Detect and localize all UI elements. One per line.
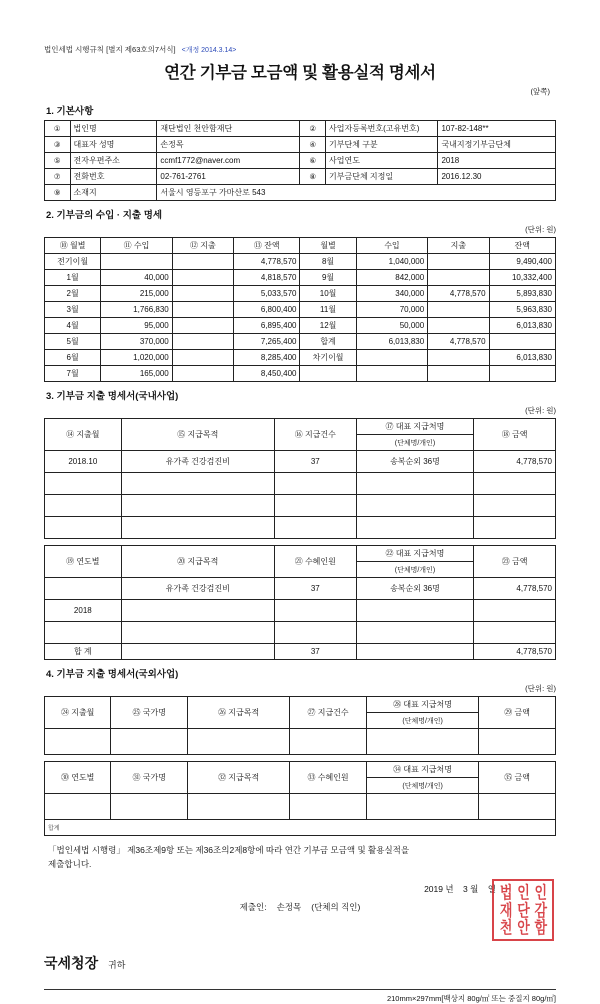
section4-title: 4. 기부금 지출 명세서(국외사업) [46, 669, 179, 680]
seal-char-3: 인 [534, 883, 547, 903]
cell-expense-2 [428, 254, 489, 270]
cell-balance-2 [489, 366, 555, 382]
cell-expense-2 [428, 350, 489, 366]
row-value: 서울시 영등포구 가마산로 543 [157, 185, 556, 201]
table-row [45, 137, 556, 153]
col-country: ㉛ 국가명 [111, 762, 188, 794]
cell-expense [172, 334, 233, 350]
row-value: ccmf1772@naver.com [157, 153, 300, 169]
row-number: ⑤ [45, 153, 71, 169]
row-number: ⑦ [45, 169, 71, 185]
signature-date [44, 883, 556, 895]
row-number: ① [45, 121, 71, 137]
cell-payee-name [366, 794, 478, 820]
row-label: 소재지 [70, 185, 157, 201]
table-row [45, 350, 556, 366]
seal-char-1: 법 [499, 883, 512, 903]
table-row [45, 451, 556, 473]
cell-expense [172, 286, 233, 302]
cell-amount [474, 495, 556, 517]
cell-income-2: 50,000 [356, 318, 428, 334]
section1-title: 1. 기본사항 [46, 106, 94, 117]
cell-month-2: 12월 [300, 318, 356, 334]
cell-expense [172, 254, 233, 270]
cell-month: 5월 [45, 334, 101, 350]
row-label-2: 사업연도 [326, 153, 438, 169]
col-payout-purpose: ㉖ 지급목적 [188, 697, 290, 729]
total-count: 37 [274, 644, 356, 660]
submitter-row [44, 901, 556, 913]
section2-table [44, 237, 556, 382]
row-number-2: ⑥ [300, 153, 326, 169]
row-label-2: 사업자등록번호(고유번호) [326, 121, 438, 137]
row-value-2: 국내지정기부금단체 [438, 137, 556, 153]
seal-char-2: 인 [517, 883, 529, 903]
cell-month-2: 9월 [300, 270, 356, 286]
cell-payout-month [45, 729, 111, 755]
cell-payout-purpose [121, 517, 274, 539]
cell-year [45, 622, 122, 644]
date-day: 일 [487, 884, 496, 895]
col-payee-name: ㉞ 대표 지급처명 [366, 762, 478, 778]
table-row [45, 473, 556, 495]
cell-balance: 6,800,400 [234, 302, 300, 318]
cell-amount [474, 600, 556, 622]
col-payout-count: ⑯ 지급건수 [274, 419, 356, 451]
cell-payout-count [274, 495, 356, 517]
section4-table-b [44, 761, 556, 836]
row-value-2: 107-82-148** [438, 121, 556, 137]
row-number-2: ② [300, 121, 326, 137]
row-value: 02-761-2761 [157, 169, 300, 185]
cell-balance: 7,265,400 [234, 334, 300, 350]
cell-income-2: 1,040,000 [356, 254, 428, 270]
col-income-2: 수입 [356, 238, 428, 254]
cell-beneficiary-count [290, 794, 367, 820]
cell-expense [172, 318, 233, 334]
table-row [45, 366, 556, 382]
addressee-name: 국세청장 [44, 955, 99, 972]
cell-expense-2 [428, 318, 489, 334]
cell-year [45, 578, 122, 600]
cell-month-2: 합계 [300, 334, 356, 350]
cell-amount: 4,778,570 [474, 578, 556, 600]
col-beneficiary-count: ㉝ 수혜인원 [290, 762, 367, 794]
cell-payout-purpose [188, 729, 290, 755]
col-payee-name: ㉘ 대표 지급처명 [366, 697, 478, 713]
table-row [45, 121, 556, 137]
table-header-row [45, 697, 556, 713]
official-seal-stamp [492, 879, 554, 941]
col-payout-month: ㉔ 지출월 [45, 697, 111, 729]
col-payee-name-sub: (단체명/개인) [366, 778, 478, 794]
cell-balance-2: 6,013,830 [489, 350, 555, 366]
cell-month-2: 10월 [300, 286, 356, 302]
cell-payout-purpose [121, 473, 274, 495]
seal-char-5: 단 [517, 900, 529, 920]
cell-expense [172, 302, 233, 318]
cell-year [45, 794, 111, 820]
legal-statement [44, 844, 556, 871]
total-label: 합계 [45, 820, 556, 836]
total-blank [121, 644, 274, 660]
cell-month: 7월 [45, 366, 101, 382]
page-title: 연간 기부금 모금액 및 활용실적 명세서 [164, 64, 436, 82]
cell-month-2: 8월 [300, 254, 356, 270]
cell-expense [172, 270, 233, 286]
cell-balance: 4,778,570 [234, 254, 300, 270]
cell-payee-name [356, 622, 474, 644]
table-header-row [45, 762, 556, 778]
table-row [45, 600, 556, 622]
seal-char-8: 안 [517, 918, 529, 937]
section1-table [44, 120, 556, 201]
col-country: ㉕ 국가명 [111, 697, 188, 729]
table-row [45, 794, 556, 820]
cell-payout-purpose: 유가족 건강검진비 [121, 451, 274, 473]
table-row [45, 185, 556, 201]
cell-payout-purpose [121, 495, 274, 517]
table-row [45, 578, 556, 600]
col-payout-purpose: ⑳ 지급목적 [121, 546, 274, 578]
seal-char-4: 재 [499, 900, 512, 920]
cell-balance: 4,818,570 [234, 270, 300, 286]
cell-income-2: 842,000 [356, 270, 428, 286]
table-row [45, 318, 556, 334]
col-amount: ㉓ 금액 [474, 546, 556, 578]
table-row [45, 517, 556, 539]
col-payout-month: ⑭ 지출월 [45, 419, 122, 451]
seal-char-6: 감 [534, 900, 547, 920]
section2-unit: (단위: 원) [525, 225, 556, 234]
col-amount: ㉟ 금액 [479, 762, 556, 794]
cell-income: 1,766,830 [101, 302, 173, 318]
cell-income-2: 70,000 [356, 302, 428, 318]
col-payee-name-sub: (단체명/개인) [366, 713, 478, 729]
cell-month: 1월 [45, 270, 101, 286]
col-year: ⑲ 연도별 [45, 546, 122, 578]
cell-balance-2: 6,013,830 [489, 318, 555, 334]
col-month-2: 월별 [300, 238, 356, 254]
cell-expense-2 [428, 270, 489, 286]
cell-amount [474, 622, 556, 644]
cell-balance-2: 9,490,400 [489, 254, 555, 270]
cell-income: 40,000 [101, 270, 173, 286]
cell-payout-purpose [188, 794, 290, 820]
cell-income: 1,020,000 [101, 350, 173, 366]
cell-amount [479, 729, 556, 755]
cell-income: 165,000 [101, 366, 173, 382]
cell-balance-2: 5,893,830 [489, 286, 555, 302]
col-balance-2: 잔액 [489, 238, 555, 254]
submitter-name: 손정목 [276, 902, 302, 913]
cell-payout-purpose [121, 622, 274, 644]
col-payee-name: ⑰ 대표 지급처명 [356, 419, 474, 435]
page-side-marker: (앞쪽) [530, 87, 550, 96]
row-value: 재단법인 천안함재단 [157, 121, 300, 137]
row-number-2: ⑧ [300, 169, 326, 185]
cell-payout-month [45, 473, 122, 495]
cell-amount [479, 794, 556, 820]
row-label: 전화번호 [70, 169, 157, 185]
row-label: 법인명 [70, 121, 157, 137]
col-beneficiary-count: ㉑ 수혜인원 [274, 546, 356, 578]
cell-balance: 6,895,400 [234, 318, 300, 334]
col-payee-name-sub: (단체명/개인) [356, 435, 474, 451]
row-value: 손정목 [157, 137, 300, 153]
addressee-suffix: 귀하 [108, 960, 126, 971]
cell-balance-2: 5,963,830 [489, 302, 555, 318]
cell-month-2: 11월 [300, 302, 356, 318]
cell-payout-count: 37 [274, 451, 356, 473]
table-row [45, 153, 556, 169]
cell-payout-count [274, 473, 356, 495]
col-year: ㉚ 연도별 [45, 762, 111, 794]
table-row [45, 169, 556, 185]
cell-beneficiary-count [274, 622, 356, 644]
date-year: 2019 년 [424, 884, 454, 895]
cell-income-2: 6,013,830 [356, 334, 428, 350]
col-month: ⑩ 월별 [45, 238, 101, 254]
cell-month-2 [300, 366, 356, 382]
date-month: 3 월 [463, 884, 479, 895]
total-label: 합 계 [45, 644, 122, 660]
col-payout-purpose: ㉜ 지급목적 [188, 762, 290, 794]
cell-income-2 [356, 350, 428, 366]
section4-unit: (단위: 원) [525, 684, 556, 693]
col-payout-count: ㉗ 지급건수 [290, 697, 367, 729]
submitter-suffix: (단체의 직인) [311, 902, 361, 913]
cell-month-2: 차기이월 [300, 350, 356, 366]
row-label-2: 기부금단체 지정일 [326, 169, 438, 185]
table-total-row [45, 644, 556, 660]
cell-balance-2 [489, 334, 555, 350]
table-row [45, 286, 556, 302]
cell-country [111, 794, 188, 820]
row-number: ③ [45, 137, 71, 153]
col-payout-purpose: ⑮ 지급목적 [121, 419, 274, 451]
table-header-row [45, 419, 556, 435]
row-label: 전자우편주소 [70, 153, 157, 169]
cell-balance: 5,033,570 [234, 286, 300, 302]
header-law-reference-row [44, 44, 556, 55]
table-row [45, 334, 556, 350]
cell-income: 215,000 [101, 286, 173, 302]
cell-expense [172, 366, 233, 382]
submitter-label: 제출인: [239, 902, 267, 913]
cell-year: 2018 [45, 600, 122, 622]
cell-expense [172, 350, 233, 366]
table-row [45, 270, 556, 286]
table-row [45, 254, 556, 270]
law-reference: 법인세법 시행규칙 [별지 제63호의7서식] [44, 45, 176, 54]
table-header-row [45, 546, 556, 562]
cell-balance: 8,450,400 [234, 366, 300, 382]
cell-income-2: 340,000 [356, 286, 428, 302]
cell-payee-name [356, 517, 474, 539]
row-value-2: 2018 [438, 153, 556, 169]
col-income: ⑪ 수입 [101, 238, 173, 254]
cell-income: 370,000 [101, 334, 173, 350]
cell-month: 3월 [45, 302, 101, 318]
cell-income-2 [356, 366, 428, 382]
section3-table-a [44, 418, 556, 539]
cell-expense-2: 4,778,570 [428, 334, 489, 350]
total-amount: 4,778,570 [474, 644, 556, 660]
cell-expense-2: 4,778,570 [428, 286, 489, 302]
row-number: ⑨ [45, 185, 71, 201]
section2-title: 2. 기부금의 수입 · 지출 명세 [46, 210, 163, 221]
col-amount: ⑱ 금액 [474, 419, 556, 451]
cell-beneficiary-count: 37 [274, 578, 356, 600]
cell-country [111, 729, 188, 755]
table-row [45, 302, 556, 318]
cell-payout-purpose [121, 600, 274, 622]
legal-statement-line1: 「법인세법 시행령」 제36조제9항 또는 제36조의2제8항에 따라 연간 기부금 모금액 및 활용실적을 [48, 845, 410, 855]
cell-payee-name: 송복순외 36명 [356, 451, 474, 473]
cell-month: 6월 [45, 350, 101, 366]
cell-amount [474, 517, 556, 539]
row-label: 대표자 성명 [70, 137, 157, 153]
cell-beneficiary-count [274, 600, 356, 622]
cell-month: 2월 [45, 286, 101, 302]
cell-income: 95,000 [101, 318, 173, 334]
cell-payee-name: 송복순외 36명 [356, 578, 474, 600]
col-balance: ⑬ 잔액 [234, 238, 300, 254]
section3-unit: (단위: 원) [525, 406, 556, 415]
table-row [45, 622, 556, 644]
row-label-2: 기부단체 구분 [326, 137, 438, 153]
cell-expense-2 [428, 366, 489, 382]
cell-payout-count [290, 729, 367, 755]
cell-payout-month [45, 495, 122, 517]
col-expense-2: 지출 [428, 238, 489, 254]
cell-amount [474, 473, 556, 495]
row-value-2: 2016.12.30 [438, 169, 556, 185]
cell-payee-name [356, 495, 474, 517]
row-number-2: ④ [300, 137, 326, 153]
cell-payee-name [356, 600, 474, 622]
col-amount: ㉙ 금액 [479, 697, 556, 729]
legal-statement-line2: 제출합니다. [48, 858, 92, 869]
col-payee-name-sub: (단체명/개인) [356, 562, 474, 578]
total-blank-2 [356, 644, 474, 660]
col-expense: ⑫ 지출 [172, 238, 233, 254]
seal-char-9: 함 [534, 918, 547, 937]
signature-area [44, 883, 556, 939]
cell-month: 전기이월 [45, 254, 101, 270]
col-payee-name: ㉒ 대표 지급처명 [356, 546, 474, 562]
section3-title: 3. 기부금 지출 명세서(국내사업) [46, 391, 179, 402]
section3-table-b [44, 545, 556, 660]
cell-month: 4월 [45, 318, 101, 334]
cell-payout-purpose: 유가족 건강검진비 [121, 578, 274, 600]
cell-payout-count [274, 517, 356, 539]
paper-specification: 210mm×297mm[백상지 80g/㎡ 또는 중질지 80g/㎡] [44, 989, 556, 1004]
cell-expense-2 [428, 302, 489, 318]
cell-balance-2: 10,332,400 [489, 270, 555, 286]
cell-balance: 8,285,400 [234, 350, 300, 366]
seal-char-7: 천 [499, 918, 512, 937]
revision-note: <개정 2014.3.14> [181, 47, 237, 54]
section4-table-a [44, 696, 556, 755]
addressee [44, 953, 556, 973]
table-total-row [45, 820, 556, 836]
table-header-row [45, 238, 556, 254]
cell-payout-month: 2018.10 [45, 451, 122, 473]
table-row [45, 495, 556, 517]
cell-income [101, 254, 173, 270]
cell-payout-month [45, 517, 122, 539]
cell-payee-name [366, 729, 478, 755]
table-row [45, 729, 556, 755]
cell-payee-name [356, 473, 474, 495]
cell-amount: 4,778,570 [474, 451, 556, 473]
